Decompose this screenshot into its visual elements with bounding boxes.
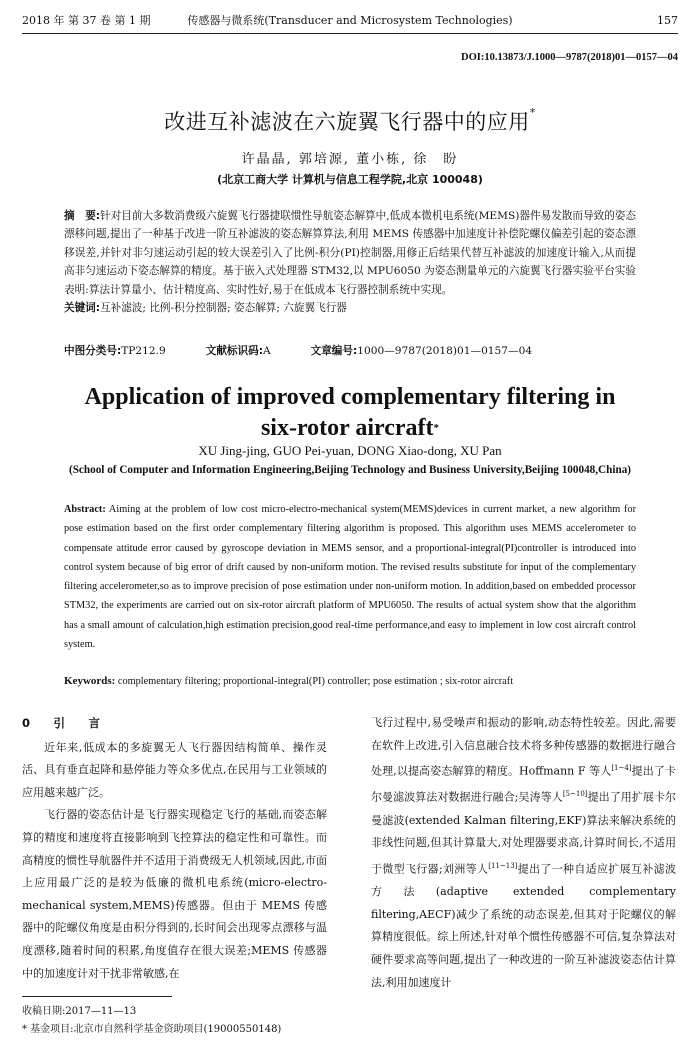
header-rule bbox=[22, 33, 678, 34]
chinese-authors: 许晶晶, 郭培源, 董小栋, 徐 盼 bbox=[241, 152, 459, 167]
title-fund-mark: * bbox=[529, 106, 536, 119]
citation: [11~13] bbox=[488, 861, 518, 870]
articleno-label: 文章编号: bbox=[310, 345, 358, 357]
keywords-text: 互补滤波; 比例-积分控制器; 姿态解算; 六旋翼飞行器 bbox=[100, 302, 347, 315]
journal-name: 传感器与微系统(Transducer and Microsystem Technologies) bbox=[187, 14, 513, 27]
doccode-value: A bbox=[262, 345, 271, 357]
doi bbox=[461, 52, 678, 63]
running-header bbox=[22, 10, 678, 30]
fund-note: * 基金项目:北京市自然科学基金资助项目(19000550148) bbox=[22, 1024, 282, 1035]
classification-row bbox=[64, 343, 572, 358]
english-abstract-text: Aiming at the problem of low cost micro-electro-mechanical system(MEMS)devices in current market, a new algorithm for pose estimation based on the first order complementary filtering algorithm is proposed. This algorithm uses MEMS accelerometer to compensate attitude error caused by gyroscope deviation in MEMS sensor, and a proportional-integral(PI)controller is introduced into control system because of big error of drift caused by non-uniform motion. The revised results substitute for input of the complementary filtering accelerometer,so as to improve precision of pose estimation under non-uniform motion. In addition,based on embedded processor STM32, the experiments are carried out on six-rotor aircraft platform of MPU6050. The results of actual system show that the algorithm has a small amount of calculation,high estimation precision,good real-time performance,and easy to implement in low cost aircraft control system. bbox=[64, 504, 636, 651]
english-abstract bbox=[64, 500, 636, 654]
english-title-line2: six-rotor aircraft bbox=[260, 415, 434, 441]
english-abstract-label: Abstract: bbox=[64, 504, 106, 515]
english-keywords-text: complementary filtering; proportional-integral(PI) controller; pose estimation ; six-rotor aircraft bbox=[115, 676, 514, 687]
english-keywords-label: Keywords: bbox=[64, 675, 116, 687]
section-heading: 0 引 言 bbox=[22, 716, 107, 730]
english-title bbox=[0, 382, 700, 444]
citation: [5~10] bbox=[562, 790, 588, 799]
abstract-label: 摘 要: bbox=[64, 210, 101, 222]
text-run: 提出了一种自适应扩展互补滤波方法(adaptive extended complementary filtering,AECF)减少了系统的动态误差,但其对于陀螺仪的解算精度很低。综上所述,针对单个惯性传感器不可信,复杂算法对硬件要求高等问题,提出了一种改进的一阶互补滤波姿态估计算法,利用加速度计 bbox=[371, 862, 676, 989]
text-run: 提出了卡尔曼滤波算法对数据进行融合;吴涛等人 bbox=[371, 764, 677, 805]
english-affiliation: (School of Computer and Information Engineering,Beijing Technology and Business University,Beijing 100048,China) bbox=[68, 464, 632, 476]
received-date: 收稿日期:2017—11—13 bbox=[22, 1006, 137, 1017]
english-title-fund-mark: * bbox=[433, 422, 440, 434]
right-column bbox=[371, 712, 676, 994]
clc-value: TP212.9 bbox=[121, 345, 166, 357]
paragraph: 飞行器的姿态估计是飞行器实现稳定飞行的基础,而姿态解算的精度和速度将直接影响到飞控算法的稳定性和可靠性。而高精度的惯性导航器件并不适用于消费级无人机领域,因此,市面上应用最广泛的是较为低廉的微机电系统(micro-electro-mechanical system,MEMS)传感器。但由于 MEMS 传感器中的陀螺仪角度是由积分得到的,长时间会出现零点漂移与温度漂移,随着时间的积累,角度值存在很大误差;MEMS 传感器中的加速度计对干扰非常敏感,在 bbox=[22, 808, 327, 980]
paragraph: 近年来,低成本的多旋翼无人飞行器因结构简单、操作灵活、具有垂直起降和悬停能力等众多优点,在民用与工业领域的应用越来越广泛。 bbox=[22, 740, 327, 799]
text-run: 飞行过程中,易受噪声和振动的影响,动态特性较差。因此,需要在软件上改进,引入信息融合技术将多种传感器的数据进行融合处理,以提高姿态解算的精度。Hoffmann F 等人 bbox=[371, 716, 676, 778]
chinese-abstract bbox=[64, 207, 636, 317]
journal-issue: 2018 年 第 37 卷 第 1 期 bbox=[22, 14, 151, 27]
doccode-label: 文献标识码: bbox=[205, 345, 263, 357]
page-number: 157 bbox=[657, 13, 678, 27]
left-column bbox=[22, 712, 327, 985]
abstract-text: 针对目前大多数消费级六旋翼飞行器捷联惯性导航姿态解算中,低成本微机电系统(MEMS)器件易发散而导致的姿态漂移问题,提出了一种基于改进一阶互补滤波的姿态解算算法,利用 MEMS 传感器中加速度计补偿陀螺仪偏差引起的姿态漂移误差,并针对非匀速运动引起的较大误差引入了比例-积分(PI)控制器,用修正后结果代替互补滤波的加速度计输入,从而提高非匀速运动下姿态解算的精度。基于嵌入式处理器 STM32,以 MPU6050 为姿态测量单元的六旋翼飞行器实验平台实验表明:算法计算量小、估计精度高、实时性好,易于在低成本飞行器控制系统中实现。 bbox=[64, 210, 636, 296]
english-keywords bbox=[64, 675, 636, 687]
footnote-rule bbox=[22, 996, 172, 997]
chinese-title bbox=[0, 106, 700, 136]
text-run: 提出了用扩展卡尔曼滤波(extended Kalman filtering,EKF)算法来解决系统的非线性问题,但其计算量大,对处理器要求高,计算时间长,不适用于微型飞行器;刘洲等人 bbox=[371, 791, 677, 876]
chinese-title-text: 改进互补滤波在六旋翼飞行器中的应用 bbox=[164, 110, 530, 134]
paragraph bbox=[371, 712, 676, 994]
english-title-line1: Application of improved complementary filtering in bbox=[84, 384, 616, 410]
articleno-value: 1000—9787(2018)01—0157—04 bbox=[357, 345, 533, 357]
doi-label: DOI bbox=[460, 52, 481, 63]
doi-value: :10.13873/J.1000—9787(2018)01—0157—04 bbox=[480, 52, 678, 63]
citation: [1~4] bbox=[611, 764, 632, 773]
chinese-affiliation: (北京工商大学 计算机与信息工程学院,北京 100048) bbox=[217, 173, 483, 186]
clc-label: 中图分类号: bbox=[64, 345, 122, 357]
english-authors: XU Jing-jing, GUO Pei-yuan, DONG Xiao-dong, XU Pan bbox=[198, 443, 502, 458]
keywords-label: 关键词: bbox=[64, 302, 101, 315]
